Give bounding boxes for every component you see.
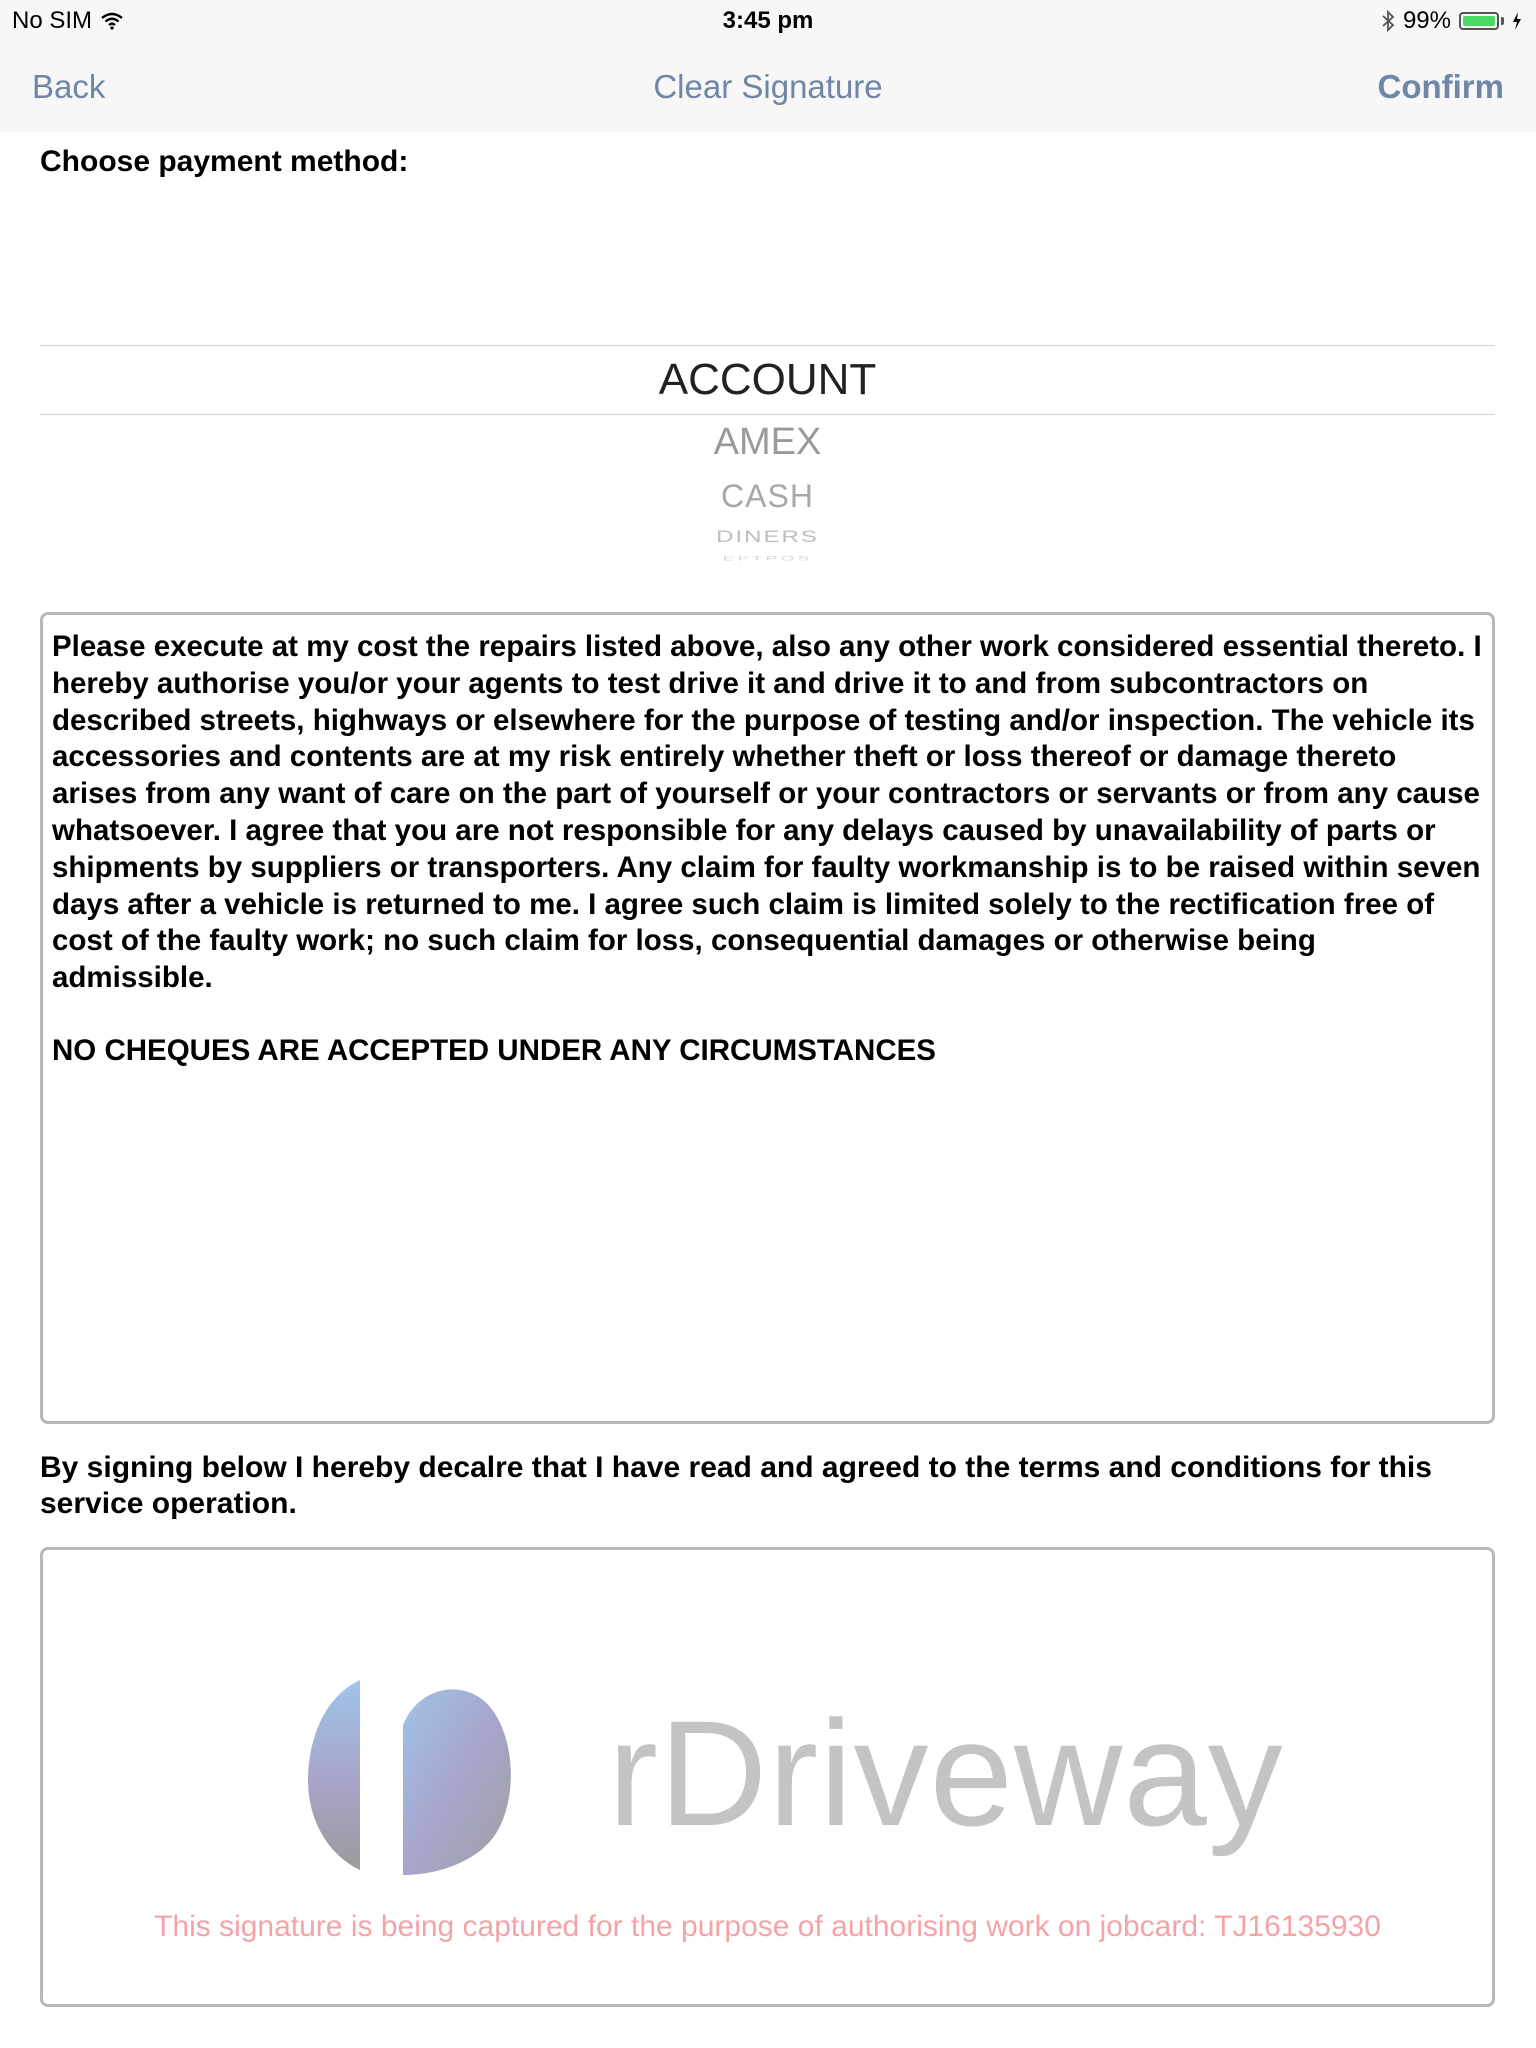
battery-tip	[1501, 17, 1504, 25]
bluetooth-icon	[1381, 10, 1395, 32]
payment-method-title: Choose payment method:	[40, 145, 409, 178]
wifi-icon	[100, 12, 124, 30]
picker-option[interactable]: EFTPOS	[722, 554, 813, 562]
battery-percent: 99%	[1402, 7, 1451, 34]
carrier-label: No SIM	[12, 7, 93, 34]
terms-notice: NO CHEQUES ARE ACCEPTED UNDER ANY CIRCUMSTANCES	[52, 1033, 936, 1067]
picker-bottom-line	[40, 414, 1495, 415]
clear-signature-button[interactable]: Clear Signature	[653, 68, 883, 105]
status-right	[1381, 7, 1522, 35]
picker-option[interactable]: AMEX	[713, 421, 822, 463]
picker-option[interactable]: CASH	[721, 478, 814, 514]
battery-icon	[1459, 12, 1499, 30]
payment-method-picker[interactable]	[40, 340, 1495, 560]
terms-text-box[interactable]	[40, 612, 1495, 1424]
terms-body: Please execute at my cost the repairs listed above, also any other work considered essential thereto. I hereby authorise you/or your agents to test drive it and drive it to and from subcontractors on described streets, highways or elsewhere for the purpose of testing and/or inspection. The vehicle its accessories and contents are at my risk entirely whether theft or loss thereof or damage thereto arises from any want of care on the part of yourself or your contractors or servants or from any cause whatsoever. I agree that you are not responsible for any delays caused by unavailability of parts or shipments by suppliers or transporters. Any claim for faulty workmanship is to be raised within seven days after a vehicle is returned to me. I agree such claim is limited solely to the rectification free of cost of the faulty work; no such claim for loss, consequential damages or otherwise being admissible.	[52, 630, 1482, 995]
picker-option[interactable]: DINERS	[716, 527, 819, 547]
rdriveway-logo-mark	[308, 1670, 548, 1890]
status-time: 3:45 pm	[722, 7, 814, 34]
navigation-bar	[0, 40, 1536, 132]
status-left	[12, 7, 124, 35]
picker-selected-option[interactable]: ACCOUNT	[658, 355, 877, 404]
nav-center	[0, 68, 1536, 106]
signature-declaration: By signing below I hereby decalre that I have read and agreed to the terms and conditions for this service operation.	[40, 1451, 1432, 1520]
status-bar	[0, 0, 1536, 40]
rdriveway-logo	[308, 1670, 1284, 1890]
picker-top-line	[40, 345, 1495, 346]
signature-caption: This signature is being captured for the purpose of authorising work on jobcard: TJ16135930	[154, 1910, 1381, 1943]
signature-pad[interactable]	[40, 1547, 1495, 2007]
back-button[interactable]: Back	[32, 68, 106, 105]
charging-icon	[1512, 12, 1522, 30]
rdriveway-logo-text: rDriveway	[608, 1689, 1284, 1857]
confirm-button[interactable]: Confirm	[1377, 68, 1504, 105]
